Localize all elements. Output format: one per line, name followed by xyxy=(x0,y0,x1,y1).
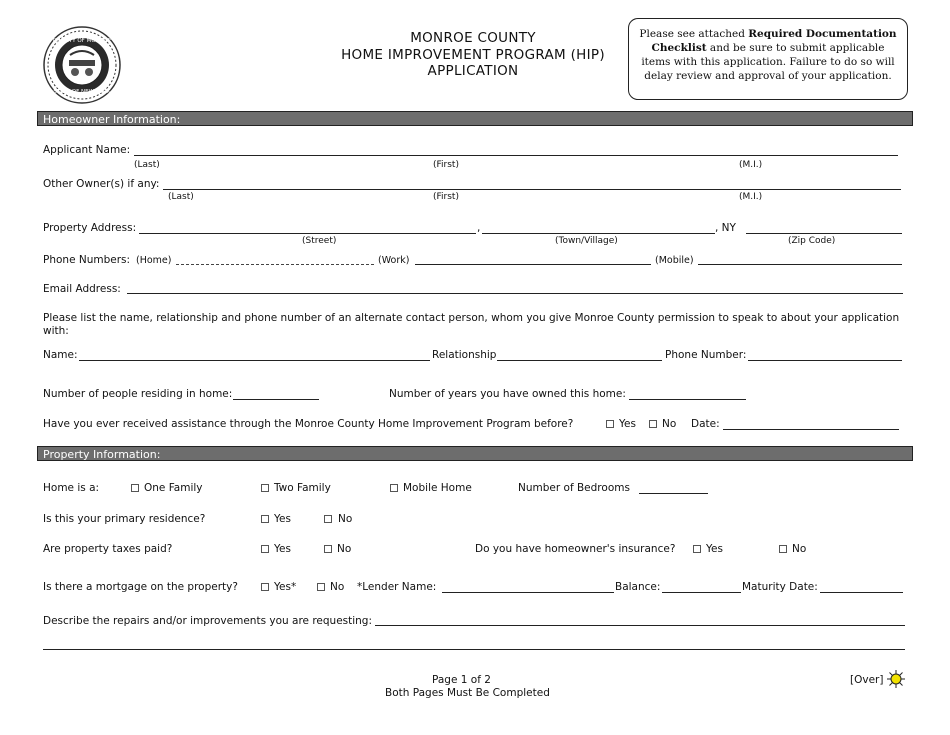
mobile-home-checkbox[interactable] xyxy=(390,484,398,492)
primary-residence-no-label: No xyxy=(338,513,353,525)
taxes-paid-question: Are property taxes paid? xyxy=(43,543,173,555)
mortgage-yes-label: Yes* xyxy=(274,581,297,593)
mortgage-no-checkbox[interactable] xyxy=(317,583,325,591)
alt-phone-label: Phone Number: xyxy=(665,349,747,361)
taxes-paid-yes-label: Yes xyxy=(274,543,291,555)
address-comma: , xyxy=(477,222,481,234)
bedrooms-field[interactable] xyxy=(639,493,708,494)
repairs-label: Describe the repairs and/or improvements you are requesting: xyxy=(43,615,373,627)
svg-text:COUNTY OF MONROE: COUNTY OF MONROE xyxy=(52,38,112,44)
other-owner-first-sublabel: (First) xyxy=(433,192,459,202)
prior-assistance-question: Have you ever received assistance through the Monroe County Home Improvement Program before? xyxy=(43,418,574,430)
prior-assistance-yes-checkbox[interactable] xyxy=(606,420,614,428)
phone-work-field[interactable] xyxy=(415,264,651,265)
town-sublabel: (Town/Village) xyxy=(555,236,618,246)
email-label: Email Address: xyxy=(43,283,121,295)
mortgage-no-label: No xyxy=(330,581,345,593)
applicant-mi-sublabel: (M.I.) xyxy=(739,160,763,170)
phone-mobile-field[interactable] xyxy=(698,264,902,265)
taxes-paid-no-checkbox[interactable] xyxy=(324,545,332,553)
primary-residence-question: Is this your primary residence? xyxy=(43,513,206,525)
lender-name-label: *Lender Name: xyxy=(357,581,437,593)
applicant-name-label: Applicant Name: xyxy=(43,144,131,156)
other-owner-mi-sublabel: (M.I.) xyxy=(739,192,763,202)
other-owner-last-sublabel: (Last) xyxy=(168,192,194,202)
mortgage-yes-checkbox[interactable] xyxy=(261,583,269,591)
applicant-first-sublabel: (First) xyxy=(433,160,459,170)
alt-relationship-label: Relationship xyxy=(432,349,497,361)
one-family-label: One Family xyxy=(144,482,203,494)
page-number: Page 1 of 2 xyxy=(432,674,491,686)
prior-assistance-no-checkbox[interactable] xyxy=(649,420,657,428)
other-owner-label: Other Owner(s) if any: xyxy=(43,178,160,190)
zip-field[interactable] xyxy=(746,233,902,234)
people-residing-label: Number of people residing in home: xyxy=(43,388,233,400)
alt-contact-instructions: Please list the name, relationship and phone number of an alternate contact person, whom you give Monroe County permission to speak to about your application with: xyxy=(43,312,900,337)
mortgage-question: Is there a mortgage on the property? xyxy=(43,581,238,593)
bedrooms-label: Number of Bedrooms xyxy=(518,482,630,494)
phone-work-label: (Work) xyxy=(378,255,410,266)
lender-name-field[interactable] xyxy=(442,592,614,593)
both-pages-notice: Both Pages Must Be Completed xyxy=(385,687,550,699)
phone-mobile-label: (Mobile) xyxy=(655,255,694,266)
insurance-no-checkbox[interactable] xyxy=(779,545,787,553)
applicant-last-sublabel: (Last) xyxy=(134,160,160,170)
balance-field[interactable] xyxy=(662,592,741,593)
balance-label: Balance: xyxy=(615,581,661,593)
taxes-paid-no-label: No xyxy=(337,543,352,555)
maturity-date-field[interactable] xyxy=(820,592,903,593)
mobile-home-label: Mobile Home xyxy=(403,482,472,494)
prior-assistance-yes-label: Yes xyxy=(619,418,636,430)
alt-phone-field[interactable] xyxy=(748,360,902,361)
street-sublabel: (Street) xyxy=(302,236,337,246)
sun-icon xyxy=(886,669,906,689)
alt-relationship-field[interactable] xyxy=(497,360,662,361)
property-address-label: Property Address: xyxy=(43,222,137,234)
assistance-date-field[interactable] xyxy=(723,429,899,430)
primary-residence-yes-label: Yes xyxy=(274,513,291,525)
prior-assistance-no-label: No xyxy=(662,418,677,430)
state-ny-text: , NY xyxy=(715,222,736,234)
insurance-yes-label: Yes xyxy=(706,543,723,555)
form-title-line3: APPLICATION xyxy=(427,63,519,79)
home-type-label: Home is a: xyxy=(43,482,100,494)
phone-home-label: (Home) xyxy=(136,255,172,266)
assistance-date-label: Date: xyxy=(691,418,720,430)
primary-residence-no-checkbox[interactable] xyxy=(324,515,332,523)
one-family-checkbox[interactable] xyxy=(131,484,139,492)
maturity-date-label: Maturity Date: xyxy=(742,581,818,593)
alt-name-label: Name: xyxy=(43,349,78,361)
two-family-checkbox[interactable] xyxy=(261,484,269,492)
svg-text:STATE OF NEW YORK: STATE OF NEW YORK xyxy=(53,89,111,95)
checklist-link-text: Required Documentation Checklist xyxy=(651,28,897,54)
town-field[interactable] xyxy=(482,233,715,234)
repairs-field-line1[interactable] xyxy=(375,625,905,626)
insurance-yes-checkbox[interactable] xyxy=(693,545,701,553)
form-title-line1: MONROE COUNTY xyxy=(410,30,536,46)
applicant-name-field[interactable] xyxy=(134,155,898,156)
primary-residence-yes-checkbox[interactable] xyxy=(261,515,269,523)
documentation-note: Please see attached Required Documentation Checklist and be sure to submit applicable items with this application. Failure to do so will delay review and approval of your application. xyxy=(628,18,908,100)
county-seal-logo xyxy=(42,25,122,105)
zip-sublabel: (Zip Code) xyxy=(788,236,836,246)
years-owned-field[interactable] xyxy=(629,399,746,400)
phone-numbers-label: Phone Numbers: xyxy=(43,254,131,266)
insurance-question: Do you have homeowner's insurance? xyxy=(475,543,676,555)
over-label: [Over] xyxy=(850,674,884,686)
people-residing-field[interactable] xyxy=(233,399,319,400)
phone-home-field[interactable] xyxy=(176,264,374,265)
insurance-no-label: No xyxy=(792,543,807,555)
email-field[interactable] xyxy=(127,293,903,294)
years-owned-label: Number of years you have owned this home: xyxy=(389,388,626,400)
section-homeowner-header: Homeowner Information: xyxy=(37,111,913,126)
repairs-field-line2[interactable] xyxy=(43,649,905,650)
other-owner-field[interactable] xyxy=(163,189,901,190)
alt-name-field[interactable] xyxy=(79,360,430,361)
section-property-header: Property Information: xyxy=(37,446,913,461)
two-family-label: Two Family xyxy=(274,482,331,494)
form-title-line2: HOME IMPROVEMENT PROGRAM (HIP) xyxy=(341,47,605,63)
taxes-paid-yes-checkbox[interactable] xyxy=(261,545,269,553)
street-field[interactable] xyxy=(139,233,476,234)
